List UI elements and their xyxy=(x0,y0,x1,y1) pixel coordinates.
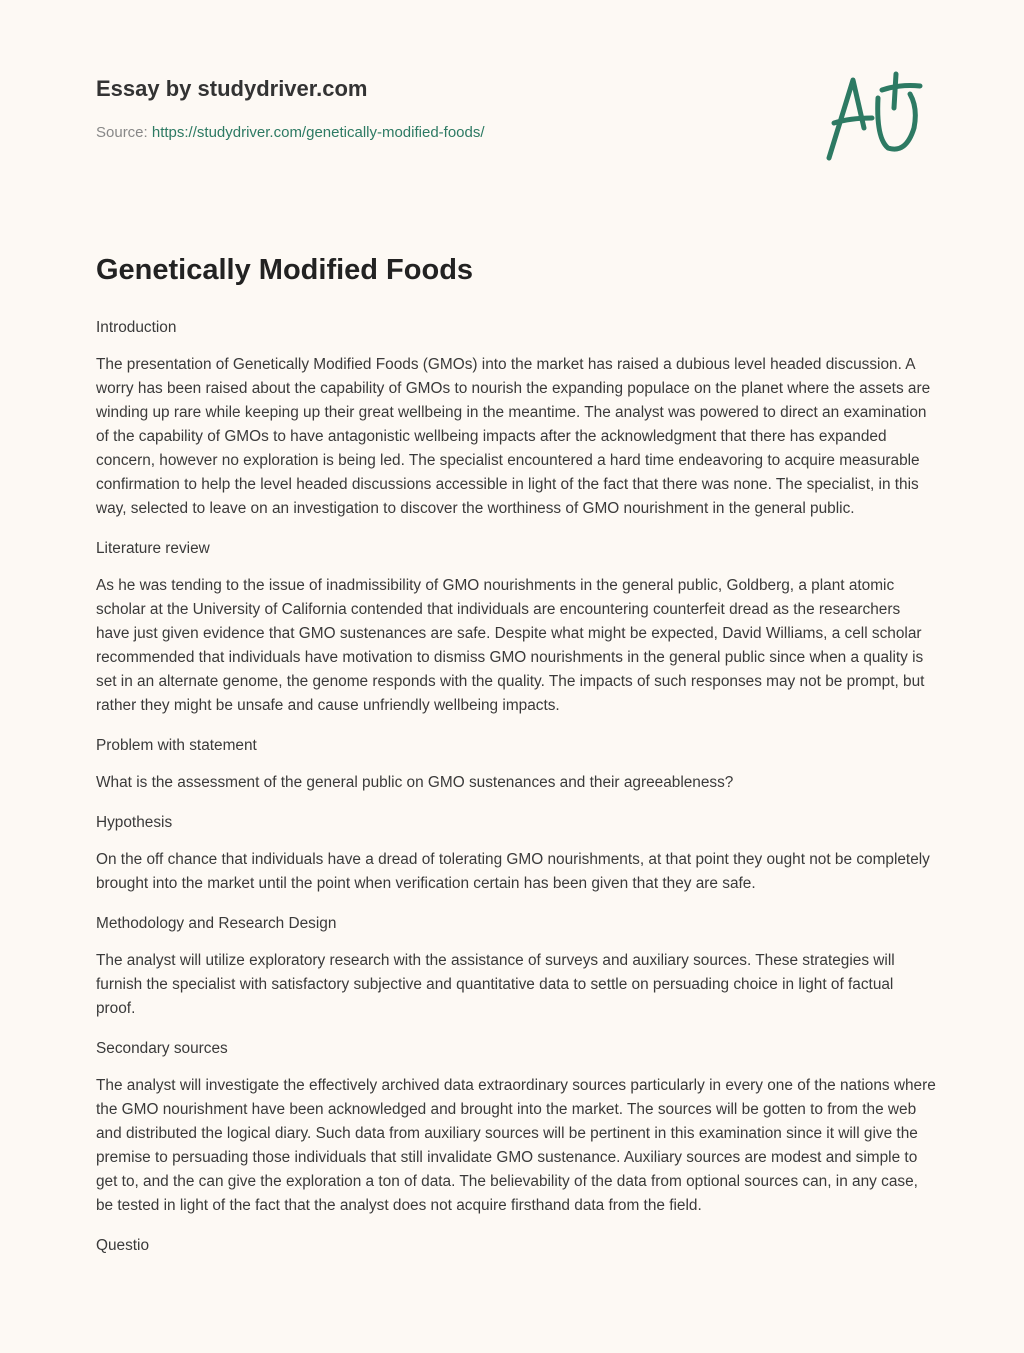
paragraph: The analyst will investigate the effectively archived data extraordinary sources particularly in every one of the nations where the GMO nourishment have been acknowledged and brought into the market. The sources will be gotten to from the web and distributed the logical diary. Such data from auxiliary sources will be pertinent in this examination since it will give the premise to persuading those individuals that still invalidate GMO sustenance. Auxiliary sources are modest and simple to get to, and the can give the exploration a ton of data. The believability of the data from optional sources can, in any case, be tested in light of the fact that the analyst does not acquire firsthand data from the field. xyxy=(96,1077,936,1214)
section-heading: Problem with statement xyxy=(96,737,257,754)
paragraph: The presentation of Genetically Modified Foods (GMOs) into the market has raised a dubious level headed discussion. A worry has been raised about the capability of GMOs to nourish the expanding populace on the planet where the assets are winding up rare while keeping up their great wellbeing in the meantime. The analyst was powered to direct an examination of the capability of GMOs to have antagonistic wellbeing impacts after the acknowledgment that there has expanded concern, however no exploration is being led. The specialist encountered a hard time endeavoring to acquire measurable confirmation to help the level headed discussions accessible in light of the fact that there was none. The specialist, in this way, selected to leave on an investigation to discover the worthiness of GMO nourishment in the general public. xyxy=(96,356,931,517)
section-heading: Secondary sources xyxy=(96,1040,228,1057)
source-line xyxy=(96,124,485,141)
section-heading: Hypothesis xyxy=(96,814,173,831)
source-label: Source: xyxy=(96,124,152,141)
paragraph: The analyst will utilize exploratory research with the assistance of surveys and auxiliary sources. These strategies will furnish the specialist with satisfactory subjective and quantitative data to settle on persuading choice in light of factual proof. xyxy=(96,952,895,1017)
section-heading: Questio xyxy=(96,1237,150,1254)
section-heading: Literature review xyxy=(96,540,210,557)
paragraph: What is the assessment of the general public on GMO sustenances and their agreeableness? xyxy=(96,774,734,791)
brand-title: Essay by studydriver.com xyxy=(96,76,368,101)
essay-body xyxy=(96,316,936,1271)
a-plus-logo-icon xyxy=(820,68,930,164)
paragraph: On the off chance that individuals have a dread of tolerating GMO nourishments, at that point they ought not be completely brought into the market until the point when verification certain has been given that they are safe. xyxy=(96,851,930,892)
source-link[interactable]: https://studydriver.com/genetically-modified-foods/ xyxy=(151,124,485,141)
paragraph: As he was tending to the issue of inadmissibility of GMO nourishments in the general public, Goldberg, a plant atomic scholar at the University of California contended that individuals are encountering counterfeit dread as the researchers have just given evidence that GMO sustenances are safe. Despite what might be expected, David Williams, a cell scholar recommended that individuals have motivation to dismiss GMO nourishments in the general public since when a quality is set in an alternate genome, the genome responds with the quality. The impacts of such responses may not be prompt, but rather they might be unsafe and cause unfriendly wellbeing impacts. xyxy=(96,577,925,714)
essay-title: Genetically Modified Foods xyxy=(96,254,474,286)
section-heading: Introduction xyxy=(96,319,177,336)
section-heading: Methodology and Research Design xyxy=(96,915,337,932)
